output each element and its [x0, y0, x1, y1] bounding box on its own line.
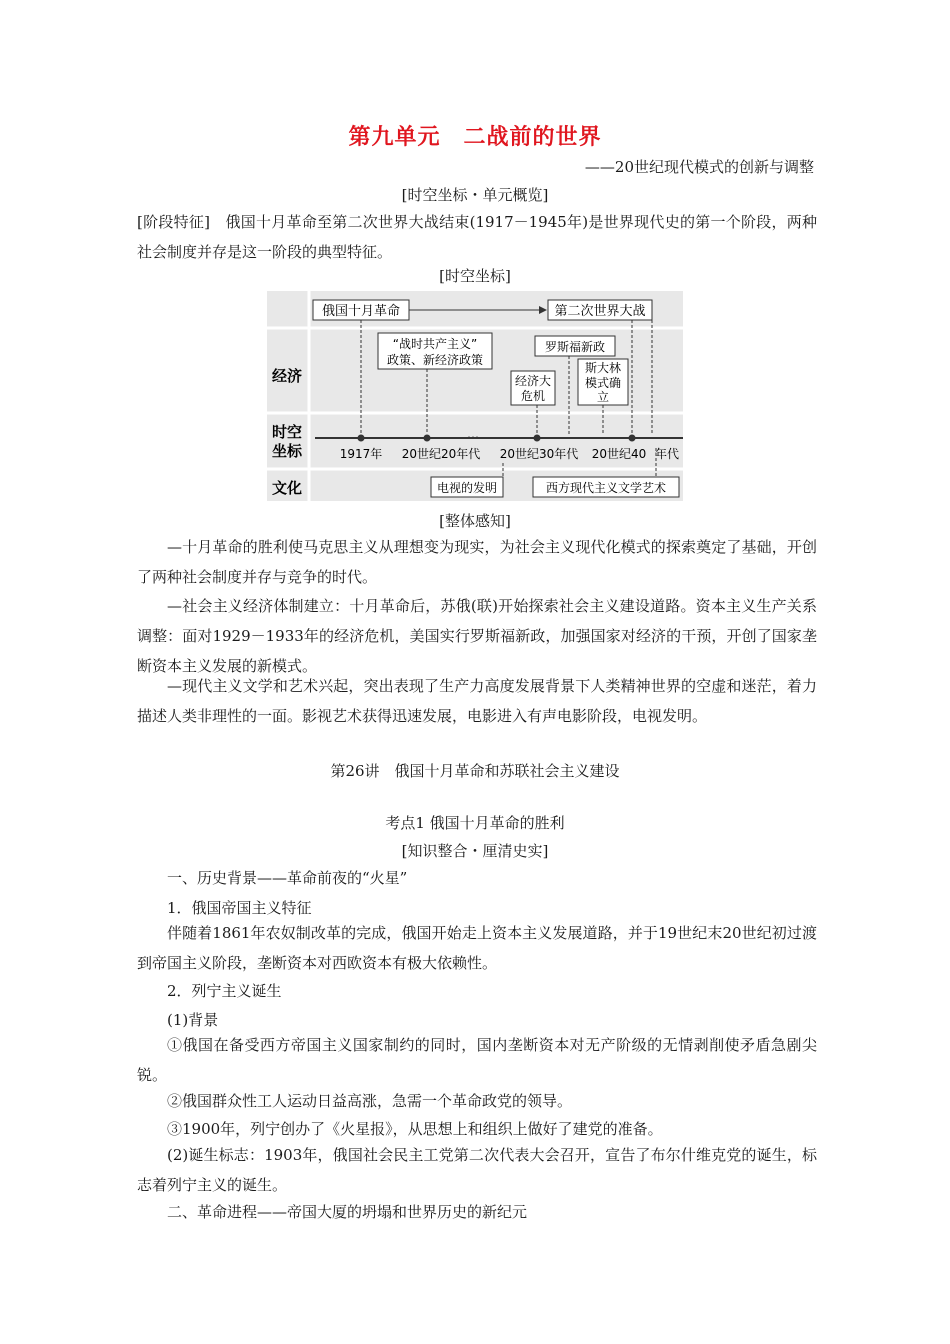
unit-subtitle: ——20世纪现代模式的创新与调整	[584, 158, 814, 176]
overview-heading: [时空坐标・单元概览]	[401, 186, 549, 204]
box-stalin-line3: 立	[596, 390, 610, 404]
row-label-coord-2: 坐标	[271, 442, 303, 460]
box-stalin-line2: 模式确	[584, 376, 622, 390]
timeline-figure	[267, 291, 683, 501]
svg-text:⋯: ⋯	[467, 430, 479, 444]
perception-para-2: —社会主义经济体制建立：十月革命后，苏俄(联)开始探索社会主义建设道路。资本主义生产关系调整：面对1929－1933年的经济危机，美国实行罗斯福新政，加强国家对经济的干预，开创了国家垄断资本主义发展的新模式。	[137, 597, 817, 675]
tick-1930s: 20世纪30年代	[499, 447, 579, 461]
perception-para-3: —现代主义文学和艺术兴起，突出表现了生产力高度发展背景下人类精神世界的空虚和迷茫，着力描述人类非理性的一面。影视艺术获得迅速发展，电影进入有声电影阶段，电视发明。	[137, 677, 817, 725]
section-1-1-heading: 1．俄国帝国主义特征	[167, 899, 312, 917]
birth-paragraph: (2)诞生标志：1903年，俄国社会民主工党第二次代表大会召开，宣告了布尔什维克党的诞生，标志着列宁主义的诞生。	[137, 1146, 817, 1194]
background-item-1: ①俄国在备受西方帝国主义国家制约的同时，国内垄断资本对无产阶级的无情剥削使矛盾急剧尖锐。	[137, 1036, 817, 1084]
box-modernism-label: 西方现代主义文学艺术	[545, 481, 667, 495]
section-1-heading: 一、历史背景——革命前夜的“火星”	[167, 869, 408, 887]
section-2-heading: 二、革命进程——帝国大厦的坍塌和世界历史的新纪元	[167, 1203, 528, 1221]
background-item-3: ③1900年，列宁创办了《火星报》，从思想上和组织上做好了建党的准备。	[167, 1120, 663, 1138]
exam-point-title: 考点1 俄国十月革命的胜利	[385, 814, 565, 832]
box-crisis-line2: 危机	[520, 389, 546, 403]
box-ww2-label: 第二次世界大战	[554, 304, 646, 319]
box-october-revolution-label: 俄国十月革命	[321, 304, 401, 319]
background-item-2: ②俄国群众性工人运动日益高涨，急需一个革命政党的领导。	[167, 1092, 573, 1110]
box-crisis-line1: 经济大	[514, 374, 552, 388]
section-1-1-text: 伴随着1861年农奴制改革的完成，俄国开始走上资本主义发展道路，并于19世纪末20世纪初过渡到帝国主义阶段，垄断资本对西欧资本有极大依赖性。	[137, 924, 817, 972]
box-war-communism-line1: “战时共产主义”	[392, 337, 478, 351]
tick-1917: 1917年	[339, 447, 383, 461]
unit-title: 第九单元 二战前的世界	[348, 125, 602, 150]
row-label-culture: 文化	[271, 479, 303, 497]
tick-1940: 20世纪40	[591, 447, 647, 461]
knowledge-heading: [知识整合・厘清史实]	[401, 842, 549, 860]
row-label-coord-1: 时空	[271, 423, 303, 441]
box-war-communism-line2: 政策、新经济政策	[386, 353, 484, 367]
box-stalin-line1: 斯大林	[584, 361, 622, 375]
perception-para-1: —十月革命的胜利使马克思主义从理想变为现实，为社会主义现代化模式的探索奠定了基础，开创了两种社会制度并存与竞争的时代。	[137, 538, 817, 586]
tick-1940s: 年代	[654, 447, 680, 461]
tick-1920s: 20世纪20年代	[401, 447, 481, 461]
stage-paragraph: [阶段特征] 俄国十月革命至第二次世界大战结束(1917－1945年)是世界现代史的第一个阶段，两种社会制度并存是这一阶段的典型特征。	[137, 213, 817, 261]
background-heading: (1)背景	[167, 1011, 219, 1029]
lecture-title: 第26讲 俄国十月革命和苏联社会主义建设	[330, 762, 620, 780]
box-tv-label: 电视的发明	[436, 481, 498, 495]
box-roosevelt-label: 罗斯福新政	[544, 340, 606, 354]
row-label-economy: 经济	[271, 367, 303, 385]
section-1-2-heading: 2．列宁主义诞生	[167, 982, 282, 1000]
timeline-heading: [时空坐标]	[439, 267, 511, 285]
perception-heading: [整体感知]	[439, 512, 511, 530]
